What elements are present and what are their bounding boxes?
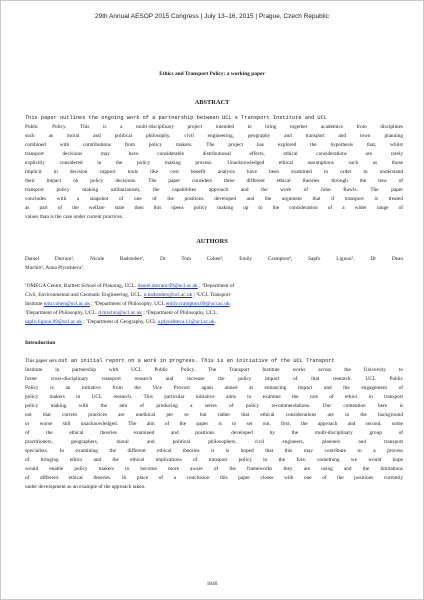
intro-line: of bringing ethics and the ethical implications of transport policy to the fore, something we would hope — [25, 457, 403, 463]
affiliation-text: ⁵Department of Philosophy, UCL. — [25, 310, 97, 316]
intro-line: policy making with the aim of producing a series of policy recommendations. Our contention here is — [25, 403, 403, 409]
intro-line: or worse still unacknowledged. The aim of the paper is to set out, first, the approach and second, some — [25, 421, 403, 427]
intro-line: of different ethical theories. In place of a conclusion this paper closes with one of the positions currently — [25, 475, 403, 481]
email-link[interactable]: n.badstuber@ucl.ac.uk — [143, 292, 193, 298]
introduction-heading: Introduction — [25, 340, 56, 346]
affiliation-text: ; ³UCL Transport — [193, 292, 231, 298]
intro-line: under development as an example of the approach taken. — [25, 484, 146, 490]
authors-line-1: Daniel Durrant¹, Nicole Badstuber², Dr Tom Cohen³, Emily Crampton⁴, Sapfo Lignou⁵, Dr Dean — [25, 256, 403, 262]
abstract-line-1: This paper outlines the ongoing work of a partnership between UCL s Transport Institute and UCL — [25, 115, 327, 121]
affiliation-line — [25, 291, 403, 300]
intro-line: specialists. In examining the different ethical theories it is hoped that this may contribute to a process — [25, 448, 403, 454]
email-link[interactable]: a.plyushteva.11@ucl.ac.uk — [157, 319, 215, 325]
affiliation-line — [25, 318, 403, 327]
affiliation-text: Institute — [25, 301, 43, 307]
abstract-line: combined with contributions from policy makers. The project has explored the hypothesis that, whilst — [25, 142, 403, 148]
page-number: 1840 — [206, 581, 218, 587]
authors-line-2: Machin⁶, Anna Plyushteva⁷. — [25, 265, 85, 271]
authors-heading: AUTHORS — [196, 238, 228, 245]
affiliation-line — [25, 300, 403, 309]
affiliation-text: ; ⁶Department of Philosophy, UCL. — [143, 310, 218, 316]
intro-line: Policy is an initiative from the Vice Provost again aimed at enhancing impact and the engagement of — [25, 385, 403, 391]
affiliation-text: Civil, Environmental and Geomatic Engineering, UCL. — [25, 292, 143, 298]
affiliation-text: ; — [229, 301, 231, 307]
email-link[interactable]: emily.crampton.09@ucl.ac.uk — [165, 301, 230, 307]
intro-line: policy makers in UCL research. This particular initiative aims to examine the role of ethics in transport — [25, 394, 403, 400]
intro-line: practitioners, geographers, moral and political philosophers, civil engineers, planners and transport — [25, 439, 403, 445]
abstract-line: transport policy making utilitarianism, the capabilities approach and the work of John Rawls. The paper — [25, 187, 403, 193]
conference-header: 29th Annual AESOP 2015 Congress | July 13–16, 2015 | Prague, Czech Republic — [95, 13, 329, 20]
email-link[interactable]: daniel.durrant.09@ucl.ac.uk — [137, 283, 198, 289]
abstract-line: transport decisions may have considerable distributional effects, ethical considerations are rarely — [25, 151, 403, 157]
affiliation-line — [25, 309, 403, 318]
email-link[interactable]: d.machin@ucl.ac.uk — [98, 310, 142, 316]
intro-line: would enable policy makers to become more aware of the frameworks they are using and the limitations — [25, 466, 403, 472]
intro-text-mono: out an initial report on a work in progress. This is an initiative of the UCL Transport — [58, 358, 335, 364]
intro-text: This paper sets — [25, 358, 57, 364]
affiliation-text: ; ⁴Department of Philosophy, UCL — [91, 301, 165, 307]
abstract-line: values than is the case under current practices. — [25, 214, 124, 220]
paper-title: Ethics and Transport Policy: a working paper — [159, 71, 265, 77]
abstract-line: such as moral and political philosophy, civil engineering, geography and transport and town planning — [25, 133, 403, 139]
abstract-line: Public Policy. This is a multi-disciplinary project intended to bring together academics from disciplines — [25, 124, 403, 130]
intro-line: Institute in partnership with UCL Public Policy. The Transport Institute works across the University to — [25, 367, 403, 373]
abstract-line: as part of the welfare state then this opens policy making up to the consideration of a wider range of — [25, 205, 403, 211]
abstract-line: implicit in decision support tools like cost benefit analysis have been examined in order to understand — [25, 169, 403, 175]
affiliation-text: ; ²Department of — [199, 283, 235, 289]
affiliation-text: ; ⁷Department of Geography, UCL — [83, 319, 157, 325]
abstract-line: their impact on policy decisions. The paper considers three different ethical theories through the lens of — [25, 178, 403, 184]
intro-line: not that current practices are unethical per se but rather that ethical considerations are in the background — [25, 412, 403, 418]
abstract-heading: ABSTRACT — [194, 99, 230, 106]
abstract-line: explicitly considered in the policy making process. Unacknowledged ethical assumptions such as those — [25, 160, 403, 166]
affiliation-text: . — [214, 319, 216, 325]
intro-line: of the ethical theories examined and positions developed by the multi-disciplinary group of — [25, 430, 403, 436]
email-link[interactable]: tom.cohen@ucl.ac.uk — [43, 301, 90, 307]
abstract-line: concludes with a snapshot of one of the positions developed and the argument that if transport is treated — [25, 196, 403, 202]
introduction-line-1 — [25, 357, 403, 366]
affiliation-line: $^1$OMEGA Centre, Bartlett School of Planning, UCL. daniel.durrant.09@ucl.ac.uk ; ²Department of — [25, 282, 235, 289]
email-link[interactable]: sapfo.lignou.09@ucl.ac.uk — [25, 319, 82, 325]
intro-line: foster cross-disciplinary transport research and increase the policy impact of that research. UCL Public — [25, 376, 403, 382]
affiliation-text: OMEGA Centre, Bartlett School of Planning, UCL. — [26, 283, 137, 289]
